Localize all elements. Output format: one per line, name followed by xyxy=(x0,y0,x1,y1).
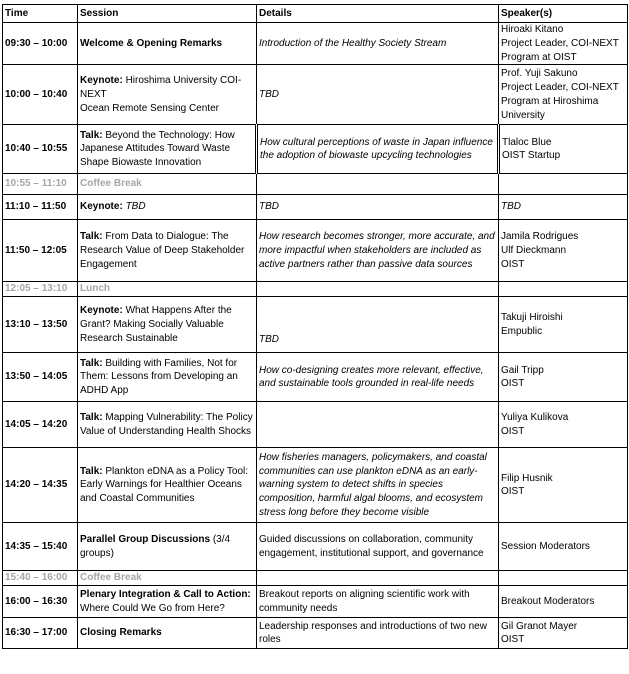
session-cell xyxy=(78,448,257,523)
header-session: Session xyxy=(78,5,257,23)
time-cell: 13:50 – 14:05 xyxy=(3,353,78,402)
details-cell: Breakout reports on aligning scientific work with community needs xyxy=(257,586,499,618)
session-title: (3/4 groups) xyxy=(80,534,231,559)
details-cell: TBD xyxy=(257,297,499,353)
session-label: Parallel Group Discussions xyxy=(80,534,211,546)
session-cell xyxy=(78,297,257,353)
session-cell xyxy=(78,23,257,65)
speakers-cell xyxy=(499,220,628,282)
break-row xyxy=(3,174,628,195)
time-cell: 14:05 – 14:20 xyxy=(3,402,78,448)
speaker-names: Takuji Hiroishi Empublic xyxy=(501,312,563,337)
speaker-names: Prof. Yuji Sakuno Project Leader, COI-NEXT Program at Hiroshima University xyxy=(501,68,619,121)
table-row xyxy=(3,523,628,571)
speakers-cell xyxy=(499,297,628,353)
header-details: Details xyxy=(257,5,499,23)
speaker-names: Yuliya Kulikova OIST xyxy=(501,412,569,437)
break-label: Coffee Break xyxy=(78,571,257,586)
session-label: Talk: xyxy=(80,129,103,141)
break-label: Lunch xyxy=(78,282,257,297)
speaker-names: Jamila Rodrigues Ulf Dieckmann OIST xyxy=(501,231,579,270)
session-title: Beyond the Technology: How Japanese Attitudes Toward Waste Shape Biowaste Innovation xyxy=(80,129,235,169)
time-cell: 10:00 – 10:40 xyxy=(3,65,78,125)
session-title: Plankton eDNA as a Policy Tool: Early Warnings for Healthier Oceans and Coastal Communities xyxy=(80,465,249,505)
details-cell: Leadership responses and introductions of two new roles xyxy=(257,618,499,649)
session-title: Where Could We Go from Here? xyxy=(80,602,225,614)
time-cell: 10:40 – 10:55 xyxy=(3,125,78,174)
session-cell xyxy=(78,402,257,448)
speaker-names: Gil Granot Mayer OIST xyxy=(501,620,578,646)
details-cell: Introduction of the Healthy Society Stream xyxy=(257,23,499,65)
table-row xyxy=(3,125,628,174)
speakers-cell: TBD xyxy=(499,195,628,220)
details-cell: TBD xyxy=(257,195,499,220)
speakers-cell xyxy=(499,402,628,448)
session-label: Talk: xyxy=(80,465,103,477)
session-label: Keynote: xyxy=(80,75,123,87)
session-label: Talk: xyxy=(80,412,103,424)
time-cell: 15:40 – 16:00 xyxy=(3,571,78,586)
speakers-cell xyxy=(499,125,628,174)
speakers-cell: Session Moderators xyxy=(499,523,628,571)
session-title: From Data to Dialogue: The Research Value of Deep Stakeholder Engagement xyxy=(80,231,245,270)
session-title: Hiroshima University COI-NEXT Ocean Remote Sensing Center xyxy=(80,75,242,114)
time-cell: 13:10 – 13:50 xyxy=(3,297,78,353)
details-cell: Guided discussions on collaboration, community engagement, institutional support, and governance xyxy=(257,523,499,571)
session-cell xyxy=(78,65,257,125)
table-row xyxy=(3,195,628,220)
empty-cell xyxy=(257,571,499,586)
table-row xyxy=(3,586,628,618)
session-title: TBD xyxy=(122,201,146,213)
empty-cell xyxy=(499,571,628,586)
time-cell: 16:30 – 17:00 xyxy=(3,618,78,649)
details-cell: TBD xyxy=(257,65,499,125)
session-cell xyxy=(78,220,257,282)
break-row xyxy=(3,571,628,586)
table-row xyxy=(3,65,628,125)
table-row xyxy=(3,618,628,649)
time-cell: 09:30 – 10:00 xyxy=(3,23,78,65)
speakers-cell xyxy=(499,448,628,523)
speaker-names: Tlaloc Blue OIST Startup xyxy=(502,136,561,162)
session-title: Building with Families, Not for Them: Lessons from Developing an ADHD App xyxy=(80,357,238,397)
header-time: Time xyxy=(3,5,78,23)
break-row xyxy=(3,282,628,297)
table-row xyxy=(3,23,628,65)
details-cell xyxy=(257,402,499,448)
session-title: Closing Remarks xyxy=(80,627,162,639)
table-row xyxy=(3,448,628,523)
table-row xyxy=(3,353,628,402)
time-cell: 16:00 – 16:30 xyxy=(3,586,78,618)
speaker-names: Hiroaki Kitano Project Leader, COI-NEXT Program at OIST xyxy=(501,24,619,63)
session-cell xyxy=(78,618,257,649)
details-cell: How co-designing creates more relevant, effective, and sustainable tools grounded in real-life needs xyxy=(257,353,499,402)
time-cell: 11:50 – 12:05 xyxy=(3,220,78,282)
session-label: Plenary Integration & Call to Action: xyxy=(80,589,251,601)
session-title: Mapping Vulnerability: The Policy Value of Understanding Health Shocks xyxy=(80,412,253,437)
empty-cell xyxy=(499,174,628,195)
speakers-cell xyxy=(499,353,628,402)
session-title: Welcome & Opening Remarks xyxy=(80,37,223,49)
header-row xyxy=(3,5,628,23)
break-label: Coffee Break xyxy=(78,174,257,195)
empty-cell xyxy=(257,282,499,297)
speaker-names: Filip Husnik OIST xyxy=(501,472,553,498)
time-cell: 12:05 – 13:10 xyxy=(3,282,78,297)
agenda-table xyxy=(2,4,628,649)
table-row xyxy=(3,297,628,353)
table-row xyxy=(3,220,628,282)
table-row xyxy=(3,402,628,448)
session-cell xyxy=(78,523,257,571)
header-speakers: Speaker(s) xyxy=(499,5,628,23)
session-label: Keynote: xyxy=(80,201,123,213)
session-title: What Happens After the Grant? Making Socially Valuable Research Sustainable xyxy=(80,305,232,344)
speakers-cell: Breakout Moderators xyxy=(499,586,628,618)
empty-cell xyxy=(257,174,499,195)
time-cell: 11:10 – 11:50 xyxy=(3,195,78,220)
details-cell: How cultural perceptions of waste in Japan influence the adoption of biowaste upcycling technologies xyxy=(257,125,499,174)
speakers-cell xyxy=(499,23,628,65)
speakers-cell xyxy=(499,618,628,649)
speaker-names: Gail Tripp OIST xyxy=(501,364,544,390)
session-cell xyxy=(78,586,257,618)
speakers-cell xyxy=(499,65,628,125)
time-cell: 10:55 – 11:10 xyxy=(3,174,78,195)
session-cell xyxy=(78,195,257,220)
session-label: Talk: xyxy=(80,357,103,369)
session-label: Talk: xyxy=(80,231,103,243)
details-cell: How fisheries managers, policymakers, and coastal communities can use plankton eDNA as an early-warning system to detect shifts in species composition, harmful algal blooms, and ecosystem stress long before they become visible xyxy=(257,448,499,523)
session-label: Keynote: xyxy=(80,305,123,317)
time-cell: 14:35 – 15:40 xyxy=(3,523,78,571)
session-cell xyxy=(78,353,257,402)
time-cell: 14:20 – 14:35 xyxy=(3,448,78,523)
empty-cell xyxy=(499,282,628,297)
details-cell: How research becomes stronger, more accurate, and more impactful when stakeholders are included as active partners rather than passive data sources xyxy=(257,220,499,282)
session-cell xyxy=(78,125,257,174)
